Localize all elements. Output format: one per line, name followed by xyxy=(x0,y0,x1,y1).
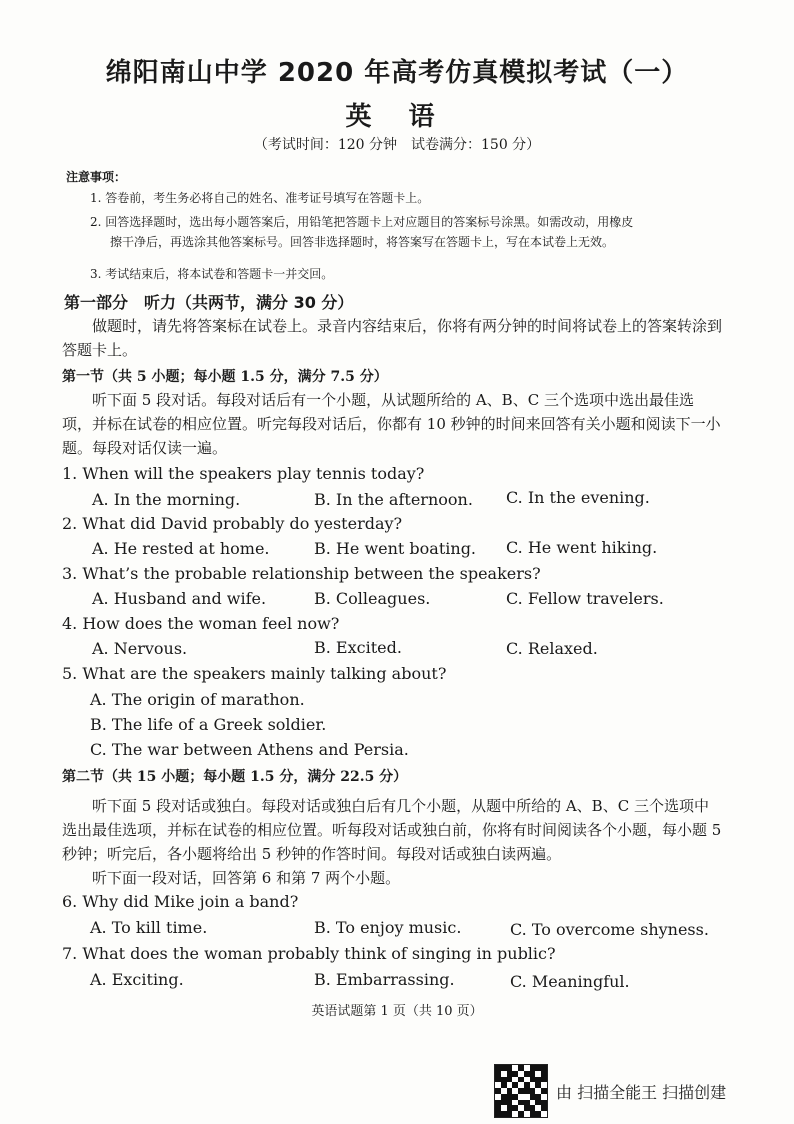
q7-option-a: A. Exciting. xyxy=(90,970,184,989)
note-item: 1. 答卷前，考生务必将自己的姓名、准考证号填写在答题卡上。 xyxy=(90,191,430,205)
question-4: 4. How does the woman feel now? xyxy=(62,614,340,633)
question-7: 7. What does the woman probably think of singing in public? xyxy=(62,944,556,963)
section2-instruction: 听下面一段对话，回答第 6 和第 7 两个小题。 xyxy=(92,869,401,887)
question-3: 3. What’s the probable relationship between the speakers? xyxy=(62,564,541,583)
exam-info: （考试时间：120 分钟 试卷满分：150 分） xyxy=(253,137,541,153)
section2-title: 第二节（共 15 小题；每小题 1.5 分，满分 22.5 分） xyxy=(62,769,408,785)
q4-option-a: A. Nervous. xyxy=(92,639,188,658)
q5-option-c: C. The war between Athens and Persia. xyxy=(90,740,409,759)
q5-option-a: A. The origin of marathon. xyxy=(90,690,305,709)
q1-option-b: B. In the afternoon. xyxy=(314,490,473,509)
section2-intro: 听下面 5 段对话或独白。每段对话或独白后有几个小题，从题中所给的 A、B、C 三个选项中选出最佳选项，并标在试卷的相应位置。听每段对话或独白前，你将有时间阅读各个小题，每小题 5 秒钟；听完后，各小题将给出 5 秒钟的作答时间。每段对话或独白读两遍。 xyxy=(62,797,722,863)
q6-option-b: B. To enjoy music. xyxy=(314,918,462,937)
page-footer: 英语试题第 1 页（共 10 页） xyxy=(311,1004,483,1019)
section1-title: 第一节（共 5 小题；每小题 1.5 分，满分 7.5 分） xyxy=(62,369,388,385)
question-2: 2. What did David probably do yesterday? xyxy=(62,514,403,533)
q7-option-c: C. Meaningful. xyxy=(510,972,630,991)
section1-intro: 听下面 5 段对话。每段对话后有一个小题，从试题所给的 A、B、C 三个选项中选出最佳选项，并标在试卷的相应位置。听完每段对话后，你都有 10 秒钟的时间来回答有关小题和阅读下一小题。每段对话仅读一遍。 xyxy=(62,391,721,457)
note-item: 2. 回答选择题时，选出每小题答案后，用铅笔把答题卡上对应题目的答案标号涂黑。如需改动，用橡皮 xyxy=(90,215,634,229)
q1-option-a: A. In the morning. xyxy=(92,490,241,509)
q3-option-c: C. Fellow travelers. xyxy=(506,589,664,608)
q7-option-b: B. Embarrassing. xyxy=(314,970,455,989)
q2-option-a: A. He rested at home. xyxy=(92,539,270,558)
subject-title: 英 语 xyxy=(345,102,449,132)
question-1: 1. When will the speakers play tennis today? xyxy=(62,464,425,483)
part1-title: 第一部分 听力（共两节，满分 30 分） xyxy=(64,293,354,312)
exam-title: 绵阳南山中学 2020 年高考仿真模拟考试（一） xyxy=(105,58,689,88)
question-6: 6. Why did Mike join a band? xyxy=(62,892,299,911)
q3-option-a: A. Husband and wife. xyxy=(92,589,267,608)
q4-option-c: C. Relaxed. xyxy=(506,639,598,658)
q5-option-b: B. The life of a Greek soldier. xyxy=(90,715,327,734)
q6-option-a: A. To kill time. xyxy=(90,918,208,937)
q4-option-b: B. Excited. xyxy=(314,638,402,657)
q2-option-c: C. He went hiking. xyxy=(506,538,658,557)
q2-option-b: B. He went boating. xyxy=(314,539,477,558)
qr-code-icon xyxy=(494,1064,548,1118)
q1-option-c: C. In the evening. xyxy=(506,488,650,507)
note-item: 擦干净后，再选涂其他答案标号。回答非选择题时，将答案写在答题卡上，写在本试卷上无效。 xyxy=(110,235,615,249)
part1-intro: 做题时，请先将答案标在试卷上。录音内容结束后，你将有两分钟的时间将试卷上的答案转涂到答题卡上。 xyxy=(62,317,723,359)
q3-option-b: B. Colleagues. xyxy=(314,589,431,608)
question-5: 5. What are the speakers mainly talking about? xyxy=(62,664,447,683)
notes-title: 注意事项： xyxy=(66,170,127,184)
note-item: 3. 考试结束后，将本试卷和答题卡一并交回。 xyxy=(90,267,334,281)
scanner-watermark: 由 扫描全能王 扫描创建 xyxy=(556,1083,727,1102)
q6-option-c: C. To overcome shyness. xyxy=(510,920,709,939)
